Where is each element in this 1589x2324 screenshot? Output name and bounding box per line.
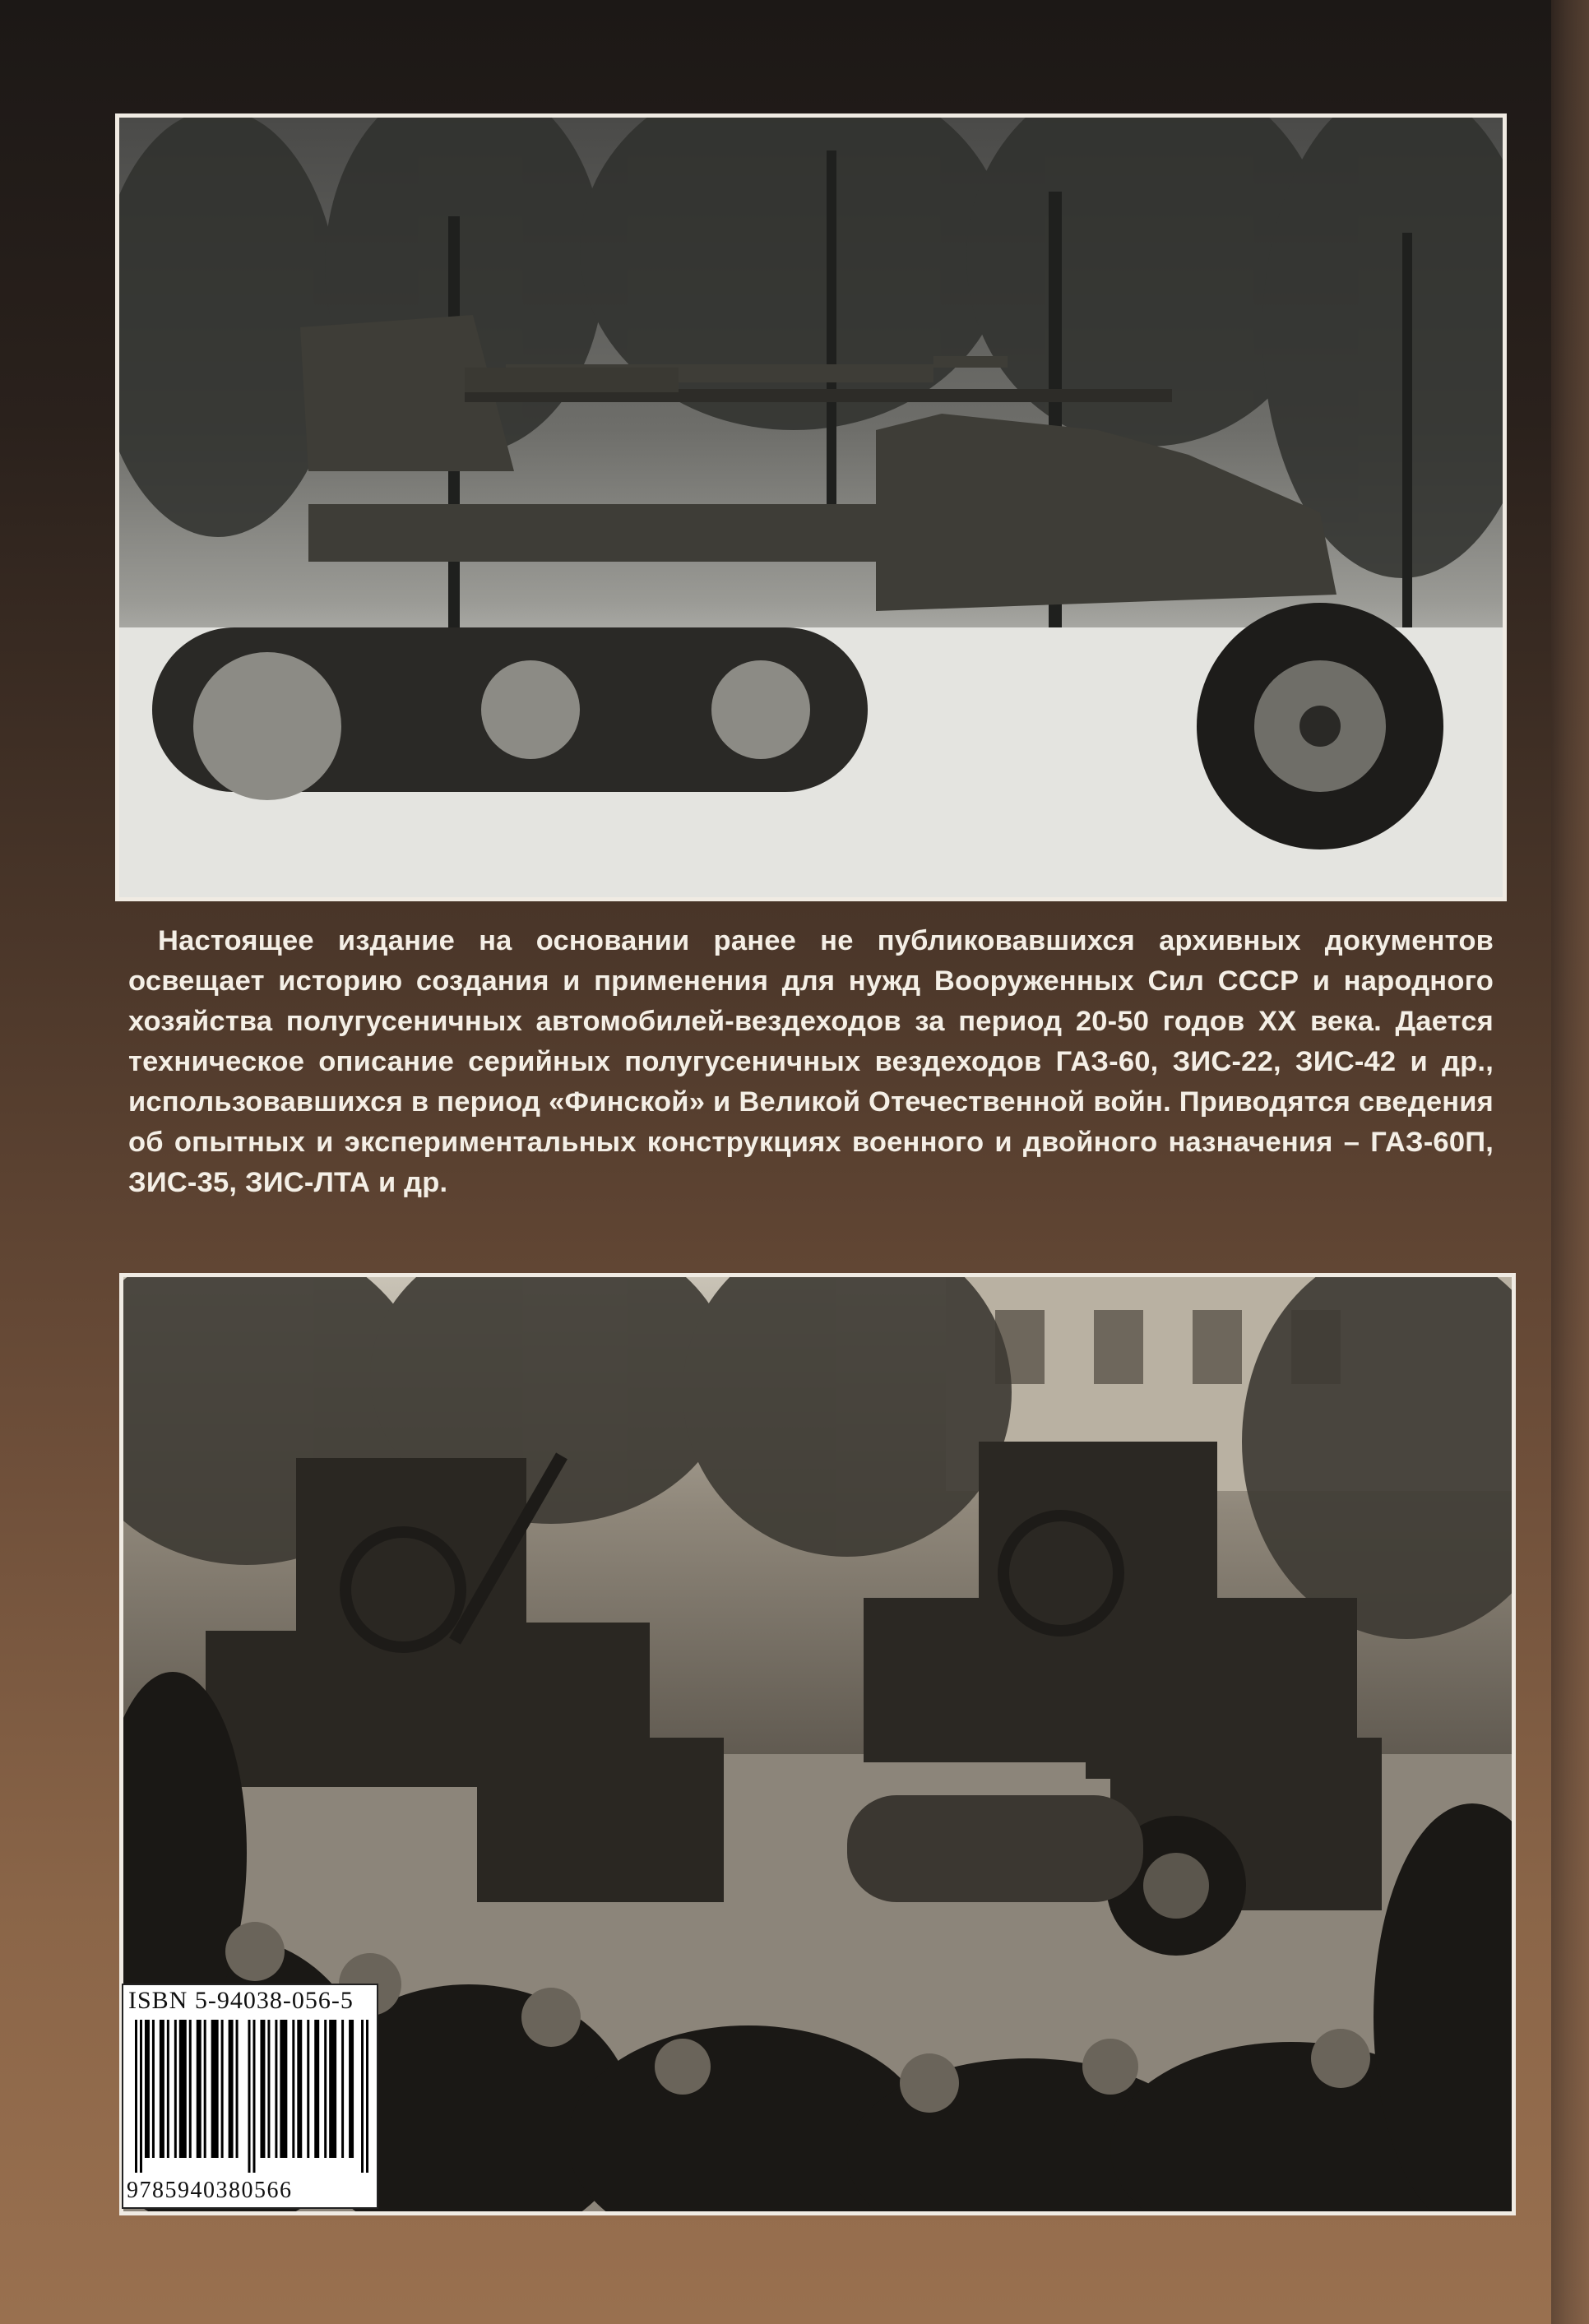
isbn-label: ISBN 5-94038-056-5: [128, 1987, 354, 2014]
halftrack-gun-illustration: [119, 118, 1503, 897]
book-description: Настоящее издание на основании ранее не публиковавшихся архивных документов освещает историю создания и применения для нужд Вооруженных Сил СССР и народного хозяйства полугусеничных автомобилей-вездеходов за период 20-50 годов XX века. Дается техническое описание серийных полугусеничных вездеходов ГАЗ-60, ЗИС-22, ЗИС-42 и др., использовавшихся в период «Финской» и Великой Отечественной войн. Приводятся сведения об опытных и экспериментальных конструкциях военного и двойного назначения – ГАЗ-60П, ЗИС-35, ЗИС-ЛТА и др.: [128, 925, 1494, 1198]
isbn-barcode: [122, 1984, 378, 2209]
barcode-bars: [135, 2020, 368, 2173]
spine-edge: [1551, 0, 1589, 2324]
barcode-digits: 9785940380566: [127, 2178, 293, 2203]
halftrack-gun-photo: [115, 113, 1507, 901]
